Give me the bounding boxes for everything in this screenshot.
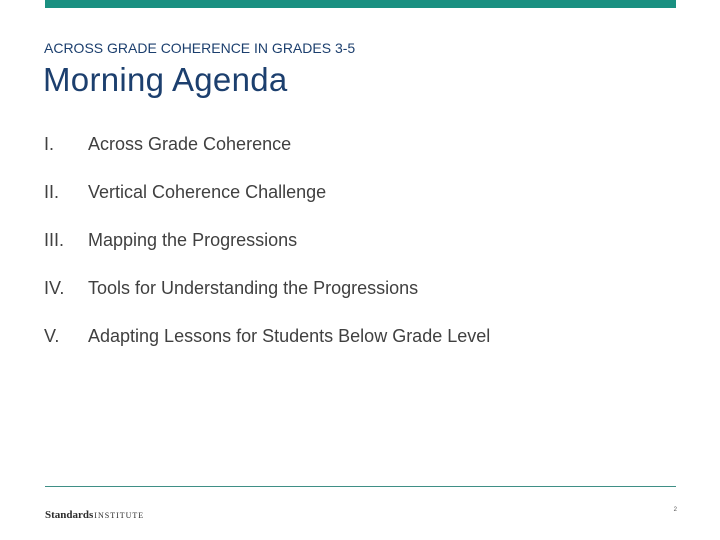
- agenda-item-text: Vertical Coherence Challenge: [88, 182, 327, 202]
- agenda-item-number: IV.: [44, 278, 65, 298]
- agenda-item-text: Adapting Lessons for Students Below Grade Level: [88, 326, 491, 346]
- agenda-item-text: Tools for Understanding the Progressions: [88, 278, 419, 298]
- standards-institute-logo: [45, 505, 144, 523]
- agenda-item-text: Mapping the Progressions: [88, 230, 298, 250]
- agenda-item-number: I.: [44, 134, 55, 154]
- top-accent-bar: [45, 0, 676, 8]
- page-number: 2: [673, 507, 677, 513]
- slide-title: Morning Agenda: [43, 61, 288, 98]
- agenda-item-number: III.: [44, 230, 65, 250]
- agenda-item-number: II.: [44, 182, 60, 202]
- agenda-item-number: V.: [44, 326, 60, 346]
- section-kicker: ACROSS GRADE COHERENCE IN GRADES 3-5: [44, 40, 356, 56]
- logo-wordmark-bold: Standards: [45, 509, 94, 521]
- logo-wordmark-caps: INSTITUTE: [94, 511, 145, 520]
- footer-divider: [45, 486, 676, 487]
- agenda-item-text: Across Grade Coherence: [88, 134, 292, 154]
